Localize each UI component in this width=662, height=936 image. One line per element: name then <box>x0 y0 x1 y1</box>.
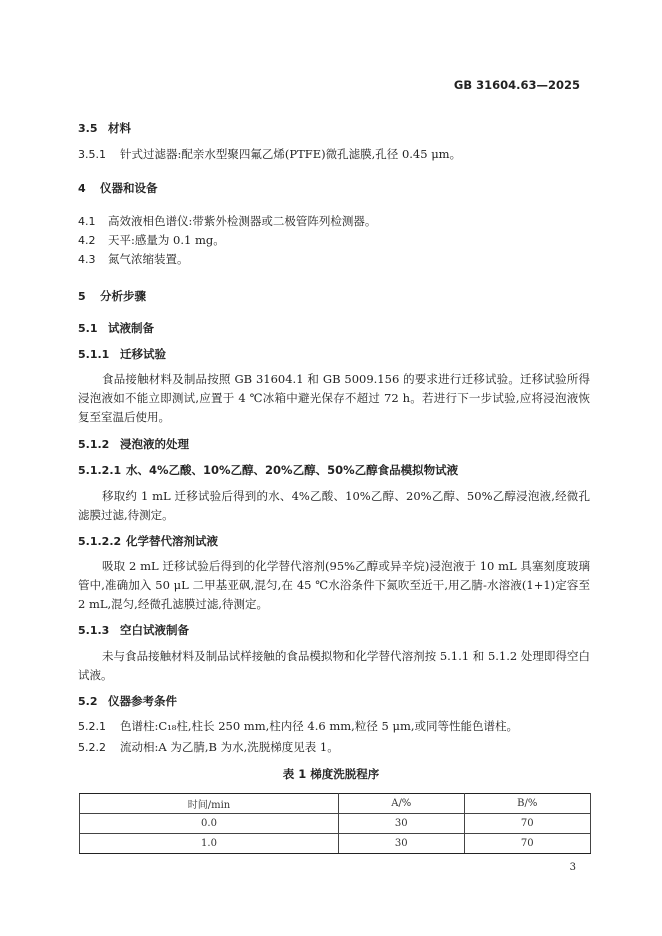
clause-text: 流动相:A 为乙腈,B 为水,洗脱梯度见表 1。 <box>120 740 339 754</box>
table-row <box>80 834 591 854</box>
column-header-time: 时间/min <box>80 794 339 814</box>
clause-text: 针式过滤器:配亲水型聚四氟乙烯(PTFE)微孔滤膜,孔径 0.45 μm。 <box>120 147 462 161</box>
clause-4-3 <box>78 251 189 267</box>
clause-text: 天平:感量为 0.1 mg。 <box>108 233 225 247</box>
cell-time: 0.0 <box>80 814 339 834</box>
section-3-5 <box>78 120 131 136</box>
section-title: 仪器和设备 <box>100 181 158 195</box>
section-title: 试液制备 <box>108 321 154 335</box>
clause-text: 氮气浓缩装置。 <box>108 252 189 266</box>
clause-number: 5.2.2 <box>78 741 106 754</box>
clause-text: 色谱柱:C₁₈柱,柱长 250 mm,柱内径 4.6 mm,粒径 5 μm,或同等性能色谱柱。 <box>120 719 518 733</box>
clause-4-2 <box>78 232 225 248</box>
paragraph-migration-test: 食品接触材料及制品按照 GB 31604.1 和 GB 5009.156 的要求进行迁移试验。迁移试验所得浸泡液如不能立即测试,应置于 4 ℃冰箱中避光保存不超过 72 h。若进行下一步试验,应将浸泡液恢复至室温后使用。 <box>78 372 590 424</box>
clause-number: 4.2 <box>78 234 96 247</box>
section-4 <box>78 180 158 196</box>
clause-5-2-2 <box>78 739 339 755</box>
section-number: 3.5 <box>78 122 98 135</box>
section-5-1-3 <box>78 622 189 638</box>
section-number: 5.1.2.2 <box>78 535 122 548</box>
column-header-a: A/% <box>338 794 464 814</box>
section-title: 分析步骤 <box>100 289 146 303</box>
clause-5-2-1 <box>78 718 518 734</box>
section-number: 5.2 <box>78 695 98 708</box>
clause-3-5-1 <box>78 146 461 162</box>
section-number: 5.1.2.1 <box>78 464 122 477</box>
section-number: 5.1 <box>78 322 98 335</box>
section-title: 材料 <box>108 121 131 135</box>
clause-number: 4.3 <box>78 253 96 266</box>
section-title: 迁移试验 <box>120 347 166 361</box>
page-number: 3 <box>569 862 576 873</box>
cell-a: 30 <box>338 834 464 854</box>
clause-number: 5.2.1 <box>78 720 106 733</box>
section-5-1-2-2 <box>78 533 218 549</box>
section-5-1-2 <box>78 436 189 452</box>
section-5-1 <box>78 320 154 336</box>
section-5-1-2-1 <box>78 462 458 478</box>
clause-number: 3.5.1 <box>78 148 106 161</box>
section-5 <box>78 288 146 304</box>
section-number: 5 <box>78 290 86 303</box>
section-title: 空白试液制备 <box>120 623 189 637</box>
section-5-2 <box>78 693 177 709</box>
paragraph-simulant-solution: 移取约 1 mL 迁移试验后得到的水、4%乙酸、10%乙醇、20%乙醇、50%乙醇浸泡液,经微孔滤膜过滤,待测定。 <box>78 489 590 522</box>
table-row <box>80 814 591 834</box>
section-title: 仪器参考条件 <box>108 694 177 708</box>
section-number: 4 <box>78 182 86 195</box>
section-title: 化学替代溶剂试液 <box>126 534 218 548</box>
clause-4-1 <box>78 213 376 229</box>
paragraph-blank-solution: 未与食品接触材料及制品试样接触的食品模拟物和化学替代溶剂按 5.1.1 和 5.1.2 处理即得空白试液。 <box>78 649 590 682</box>
section-number: 5.1.3 <box>78 624 110 637</box>
gradient-table <box>79 793 591 854</box>
clause-text: 高效液相色谱仪:带紫外检测器或二极管阵列检测器。 <box>108 214 377 228</box>
section-number: 5.1.2 <box>78 438 110 451</box>
standard-code: GB 31604.63—2025 <box>453 78 580 92</box>
table-header-row <box>80 794 591 814</box>
cell-time: 1.0 <box>80 834 339 854</box>
clause-number: 4.1 <box>78 215 96 228</box>
column-header-b: B/% <box>464 794 590 814</box>
paragraph-substitute-solvent: 吸取 2 mL 迁移试验后得到的化学替代溶剂(95%乙醇或异辛烷)浸泡液于 10 mL 具塞刻度玻璃管中,准确加入 50 μL 二甲基亚砜,混匀,在 45 ℃水浴条件下氮吹至近干,用乙腈-水溶液(1+1)定容至 2 mL,混匀,经微孔滤膜过滤,待测定。 <box>78 559 590 611</box>
cell-a: 30 <box>338 814 464 834</box>
cell-b: 70 <box>464 814 590 834</box>
section-5-1-1 <box>78 346 166 362</box>
section-title: 水、4%乙酸、10%乙醇、20%乙醇、50%乙醇食品模拟物试液 <box>126 463 459 477</box>
section-title: 浸泡液的处理 <box>120 437 189 451</box>
cell-b: 70 <box>464 834 590 854</box>
table-caption: 表 1 梯度洗脱程序 <box>282 767 380 781</box>
section-number: 5.1.1 <box>78 348 110 361</box>
